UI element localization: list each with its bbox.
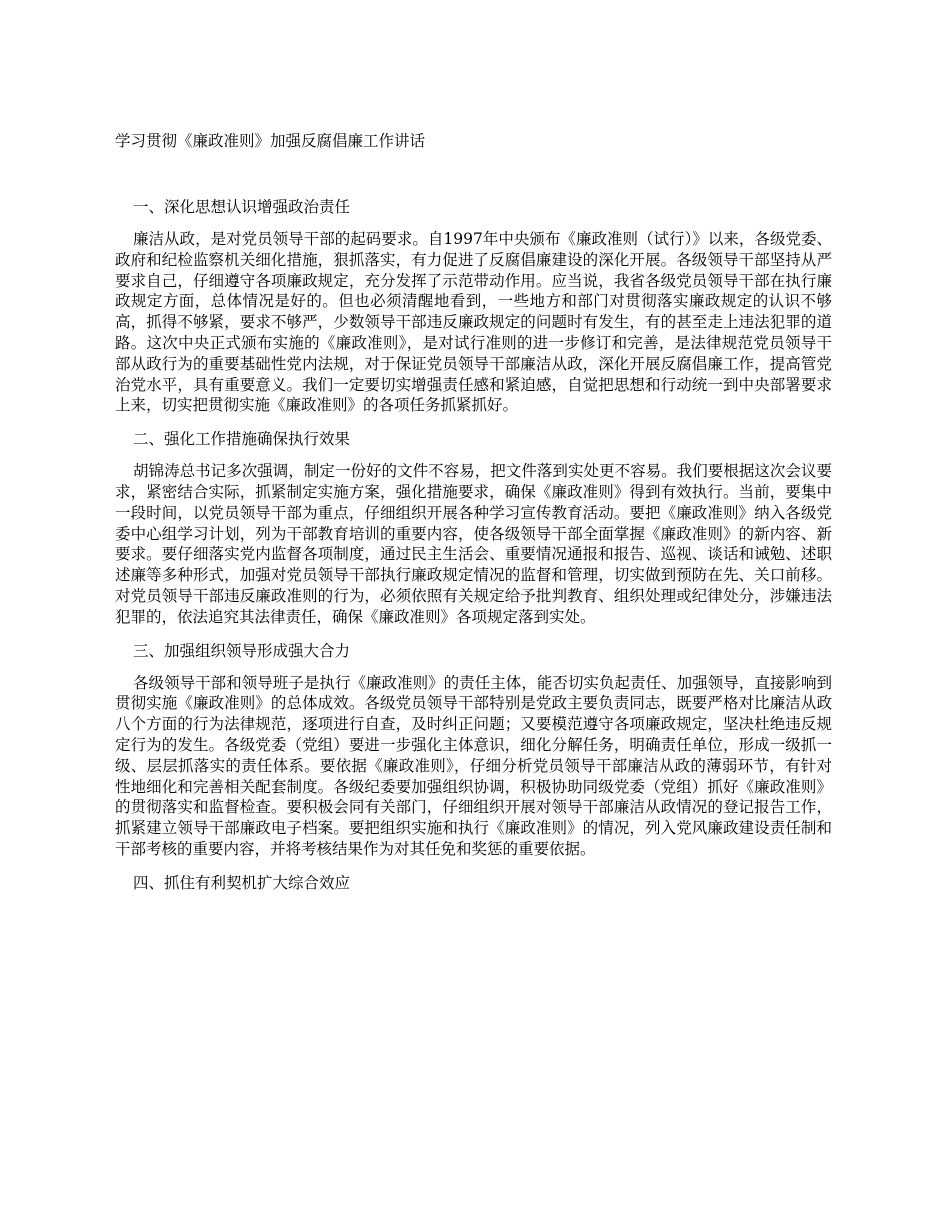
section-heading: 二、强化工作措施确保执行效果 xyxy=(133,430,351,449)
section-paragraph: 廉洁从政，是对党员领导干部的起码要求。自1997年中央颁布《廉政准则（试行）》以来，各级党委、政府和纪检监察机关细化措施，狠抓落实，有力促进了反腐倡廉建设的深化开展。各级领导干部坚持从严要求自己，仔细遵守各项廉政规定，充分发挥了示范带动作用。应当说，我省各级党员领导干部在执行廉政规定方面，总体情况是好的。但也必须清醒地看到，一些地方和部门对贯彻落实廉政规定的认识不够高，抓得不够紧，要求不够严，少数领导干部违反廉政规定的问题时有发生，有的甚至走上违法犯罪的道路。这次中央正式颁布实施的《廉政准则》，是对试行准则的进一步修订和完善，是法律规范党员领导干部从政行为的重要基础性党内法规，对于保证党员领导干部廉洁从政，深化开展反腐倡廉工作，提高管党治党水平，具有重要意义。我们一定要切实增强责任感和紧迫感，自觉把思想和行动统一到中央部署要求上来，切实把贯彻实施《廉政准则》的各项任务抓紧抓好。 xyxy=(115,230,832,415)
section-paragraph: 各级领导干部和领导班子是执行《廉政准则》的责任主体，能否切实负起责任、加强领导，直接影响到贯彻实施《廉政准则》的总体成效。各级党员领导干部特别是党政主要负责同志，既要严格对比廉洁从政八个方面的行为法律规范，逐项进行自查，及时纠正问题；又要模范遵守各项廉政规定，坚决杜绝违反规定行为的发生。各级党委（党组）要进一步强化主体意识，细化分解任务，明确责任单位，形成一级抓一级、层层抓落实的责任体系。要依据《廉政准则》，仔细分析党员领导干部廉洁从政的薄弱环节，有针对性地细化和完善相关配套制度。各级纪委要加强组织协调，积极协助同级党委（党组）抓好《廉政准则》的贯彻落实和监督检查。要积极会同有关部门，仔细组织开展对领导干部廉洁从政情况的登记报告工作，抓紧建立领导干部廉政电子档案。要把组织实施和执行《廉政准则》的情况，列入党风廉政建设责任制和干部考核的重要内容，并将考核结果作为对其任免和奖惩的重要依据。 xyxy=(115,673,832,858)
document-title: 学习贯彻《廉政准则》加强反腐倡廉工作讲话 xyxy=(115,132,426,150)
section-heading: 三、加强组织领导形成强大合力 xyxy=(133,641,351,660)
section-heading: 一、深化思想认识增强政治责任 xyxy=(133,198,351,216)
section-paragraph: 胡锦涛总书记多次强调，制定一份好的文件不容易，把文件落到实处更不容易。我们要根据这次会议要求，紧密结合实际，抓紧制定实施方案，强化措施要求，确保《廉政准则》得到有效执行。当前，要集中一段时间，以党员领导干部为重点，仔细组织开展各种学习宣传教育活动。要把《廉政准则》纳入各级党委中心组学习计划，列为干部教育培训的重要内容，使各级领导干部全面掌握《廉政准则》的新内容、新要求。要仔细落实党内监督各项制度，通过民主生活会、重要情况通报和报告、巡视、谈话和诫勉、述职述廉等多种形式，加强对党员领导干部执行廉政规定情况的监督和管理，切实做到预防在先、关口前移。对党员领导干部违反廉政准则的行为，必须依照有关规定给予批判教育、组织处理或纪律处分，涉嫌违法犯罪的，依法追究其法律责任，确保《廉政准则》各项规定落到实处。 xyxy=(115,462,832,626)
section-heading: 四、抓住有利契机扩大综合效应 xyxy=(133,873,351,892)
